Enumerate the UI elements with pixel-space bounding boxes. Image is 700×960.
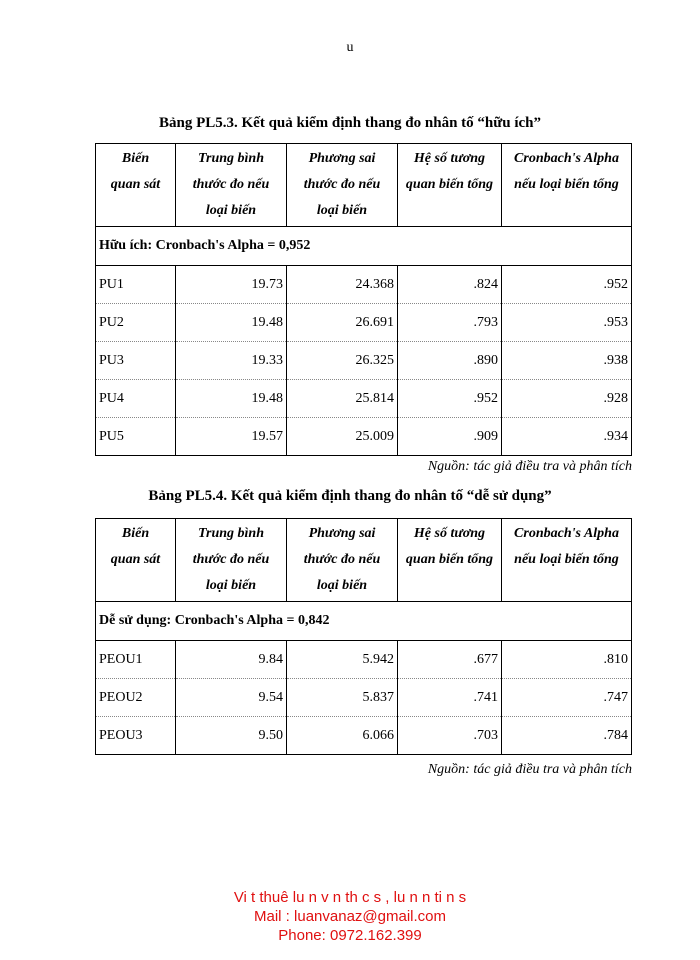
table2-header-line: Trung bình — [197, 526, 264, 541]
value-cell: 9.84 — [176, 641, 287, 679]
table1-header-line: Phương sai — [308, 151, 376, 166]
value-cell: 19.48 — [176, 304, 287, 342]
variable-label-cell: PU1 — [96, 266, 176, 304]
table-row — [96, 342, 632, 380]
value-cell: .953 — [502, 304, 632, 342]
table2-header-line: loại biến — [316, 578, 368, 593]
value-cell: .952 — [502, 266, 632, 304]
value-cell: 19.73 — [176, 266, 287, 304]
value-cell: .890 — [398, 342, 502, 380]
table-row — [96, 641, 632, 679]
value-cell: 5.837 — [287, 679, 398, 717]
table-row — [96, 717, 632, 755]
value-cell: .934 — [502, 418, 632, 456]
variable-label-cell: PEOU1 — [96, 641, 176, 679]
table1-source-note: Nguồn: tác giả điều tra và phân tích — [427, 459, 632, 474]
footer-line-service: Vi t thuê lu n v n th c s , lu n n ti n s — [233, 889, 467, 906]
table1-header-line: loại biến — [316, 203, 368, 218]
table1-caption: Bảng PL5.3. Kết quả kiểm định thang đo nhân tố “hữu ích” — [158, 115, 542, 131]
value-cell: 25.814 — [287, 380, 398, 418]
table1-header-line: quan sát — [110, 177, 161, 192]
table2-header-line: Phương sai — [308, 526, 376, 541]
value-cell: 25.009 — [287, 418, 398, 456]
table2-header-line: Hệ số tương — [413, 526, 486, 541]
table1-header-line: Cronbach's Alpha — [514, 151, 619, 166]
table2-source-note: Nguồn: tác giả điều tra và phân tích — [427, 762, 632, 777]
table2-header-cell — [96, 519, 176, 602]
table1-header-row — [96, 144, 632, 227]
table1-header-line: thước đo nếu — [192, 177, 270, 192]
value-cell: .703 — [398, 717, 502, 755]
table1-header-line: thước đo nếu — [303, 177, 381, 192]
table1-header-line: Trung bình — [197, 151, 264, 166]
footer-contact — [0, 888, 700, 945]
table2-header-line: Biến — [121, 526, 150, 541]
table1 — [95, 143, 632, 456]
variable-label-cell: PU5 — [96, 418, 176, 456]
footer-line-mail: Mail : luanvanaz@gmail.com — [254, 908, 446, 925]
table2-header-cell — [502, 519, 632, 602]
table2-header-line: nếu loại biến tổng — [514, 552, 619, 567]
variable-label-cell: PU4 — [96, 380, 176, 418]
table2 — [95, 518, 632, 755]
table2-header-line: Cronbach's Alpha — [514, 526, 619, 541]
value-cell: 9.54 — [176, 679, 287, 717]
value-cell: .677 — [398, 641, 502, 679]
table1-header-line: quan biến tổng — [405, 177, 494, 192]
value-cell: .909 — [398, 418, 502, 456]
value-cell: .793 — [398, 304, 502, 342]
value-cell: 9.50 — [176, 717, 287, 755]
table1-header-cell — [96, 144, 176, 227]
value-cell: 26.325 — [287, 342, 398, 380]
table2-header-line: loại biến — [205, 578, 257, 593]
variable-label-cell: PU3 — [96, 342, 176, 380]
table1-section-label: Hữu ích: Cronbach's Alpha = 0,952 — [96, 227, 632, 266]
table1-header-cell — [176, 144, 287, 227]
table1-header-cell — [398, 144, 502, 227]
table1-header-cell — [502, 144, 632, 227]
value-cell: .928 — [502, 380, 632, 418]
table1-header-line: Hệ số tương — [413, 151, 486, 166]
table-row — [96, 418, 632, 456]
table2-header-line: thước đo nếu — [303, 552, 381, 567]
value-cell: 5.942 — [287, 641, 398, 679]
value-cell: 26.691 — [287, 304, 398, 342]
table2-header-line: quan biến tổng — [405, 552, 494, 567]
value-cell: .810 — [502, 641, 632, 679]
table2-header-line: thước đo nếu — [192, 552, 270, 567]
table-row — [96, 679, 632, 717]
variable-label-cell: PEOU3 — [96, 717, 176, 755]
table1-header-cell — [287, 144, 398, 227]
value-cell: .824 — [398, 266, 502, 304]
table2-header-cell — [176, 519, 287, 602]
value-cell: 6.066 — [287, 717, 398, 755]
table2-section-label: Dễ sử dụng: Cronbach's Alpha = 0,842 — [96, 602, 632, 641]
value-cell: 19.57 — [176, 418, 287, 456]
value-cell: .741 — [398, 679, 502, 717]
value-cell: 19.48 — [176, 380, 287, 418]
table1-header-line: nếu loại biến tổng — [514, 177, 619, 192]
table-row — [96, 266, 632, 304]
table2-header-line: quan sát — [110, 552, 161, 567]
table2-header-cell — [398, 519, 502, 602]
table-row — [96, 380, 632, 418]
table2-header-row — [96, 519, 632, 602]
table2-header-cell — [287, 519, 398, 602]
variable-label-cell: PU2 — [96, 304, 176, 342]
value-cell: .784 — [502, 717, 632, 755]
value-cell: .747 — [502, 679, 632, 717]
footer-line-phone: Phone: 0972.162.399 — [278, 927, 422, 944]
table1-header-line: loại biến — [205, 203, 257, 218]
value-cell: .952 — [398, 380, 502, 418]
value-cell: 24.368 — [287, 266, 398, 304]
value-cell: .938 — [502, 342, 632, 380]
value-cell: 19.33 — [176, 342, 287, 380]
table-row — [96, 304, 632, 342]
table1-header-line: Biến — [121, 151, 150, 166]
table2-caption: Bảng PL5.4. Kết quả kiểm định thang đo nhân tố “dễ sử dụng” — [148, 488, 552, 504]
page-header: u — [346, 40, 354, 55]
variable-label-cell: PEOU2 — [96, 679, 176, 717]
